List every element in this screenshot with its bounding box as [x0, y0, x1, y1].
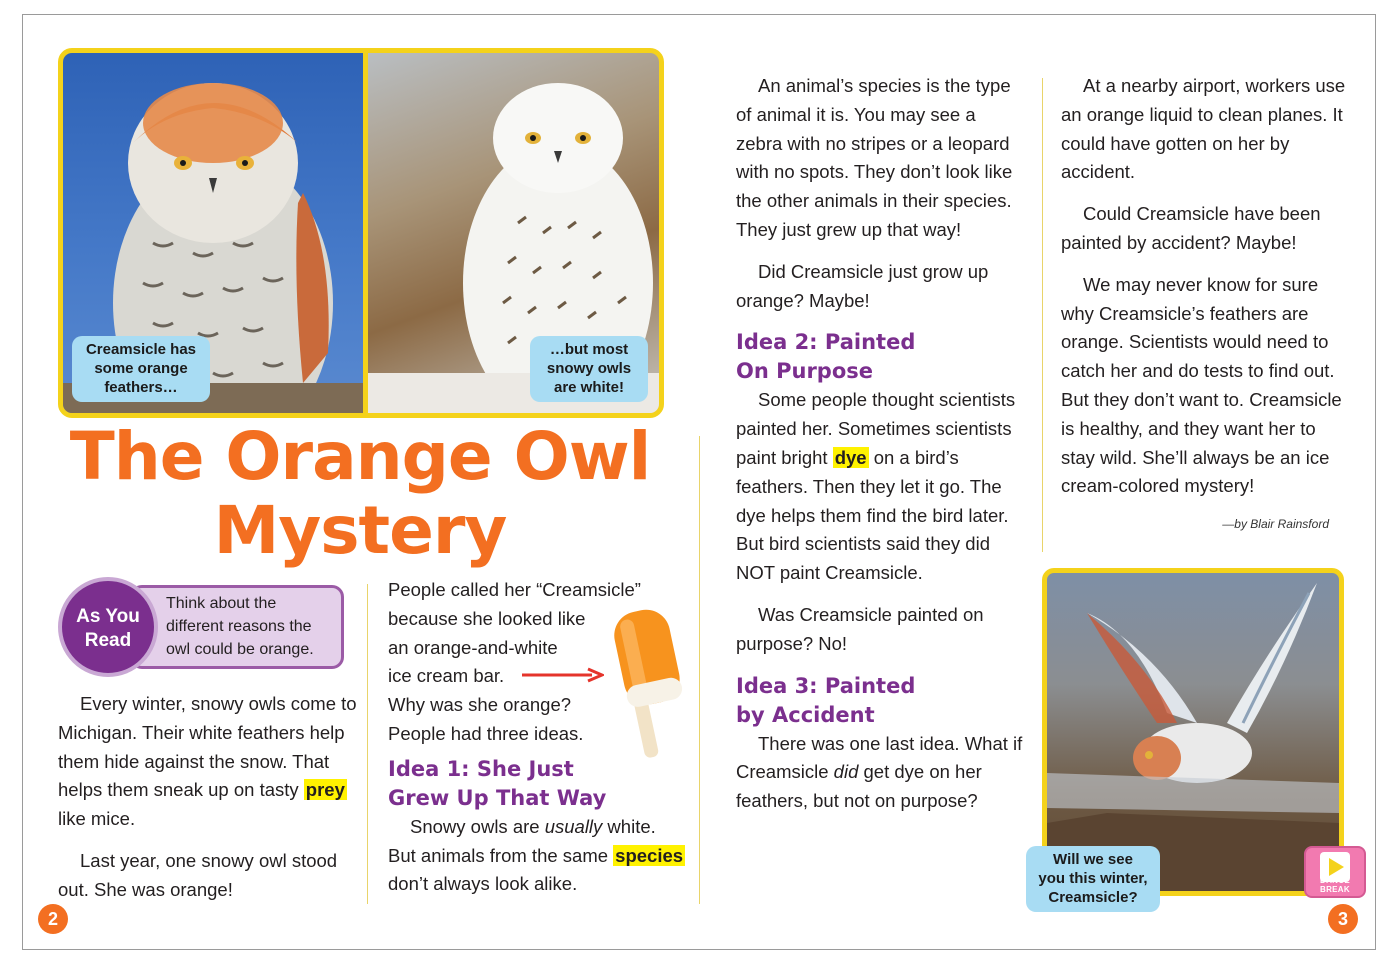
as-you-read-prompt: Think about the different reasons the owl could be orange.: [166, 595, 314, 658]
column-3: [736, 72, 1026, 829]
paragraph: At a nearby airport, workers use an orange liquid to clean planes. It could have gotten on her by accident.: [1061, 75, 1346, 183]
as-you-read-badge: As You Read: [58, 577, 158, 677]
paragraph: Last year, one snowy owl stood out. She was orange!: [58, 849, 338, 900]
column-1: [58, 690, 358, 918]
dance-break-label: DANCE BREAK: [1320, 876, 1350, 894]
author-byline: —by Blair Rainsford: [1222, 517, 1329, 532]
photo-caption-orange-owl: Creamsicle has some orange feathers…: [72, 336, 210, 402]
vocab-word-species: species: [615, 844, 684, 866]
column-4: [1061, 72, 1351, 539]
page-number-left: 2: [38, 904, 68, 934]
photo-caption-flying-owl: Will we see you this winter, Creamsicle?: [1026, 846, 1160, 912]
paragraph: An animal’s species is the type of animal it is. You may see a zebra with no stripes or a leopard with no spots. They don’t look like the other animals in their species. They just grew up that way!: [736, 75, 1013, 240]
paragraph: Some people thought scientists painted her. Sometimes scientists paint bright dye on a bird’s feathers. Then they let it go. The dye helps them find the bird later. But bird scientists said they did NOT paint Creamsicle.: [736, 389, 1016, 584]
arrow-right-icon: [522, 667, 604, 683]
article-title: [40, 420, 680, 568]
title-line-1: The Orange Owl: [69, 418, 651, 495]
paragraph: Could Creamsicle have been painted by accident? Maybe!: [1061, 203, 1321, 253]
column-divider: [699, 436, 700, 904]
paragraph: Snowy owls are usually white. But animals from the same species don’t always look alike.: [388, 815, 684, 895]
page-number-right: 3: [1328, 904, 1358, 934]
photo-caption-white-owl: …but most snowy owls are white!: [530, 336, 648, 402]
subhead-idea-1: Idea 1: She Just Grew Up That Way: [388, 756, 607, 810]
vocab-word-dye: dye: [834, 446, 867, 468]
column-divider: [367, 584, 368, 904]
paragraph: Did Creamsicle just grow up orange? Maybe!: [736, 260, 989, 311]
paragraph: People called her “Creamsicle” because she looked like an orange-and-white ice cream bar. Why was she orange? People had three ideas.: [388, 579, 641, 744]
vocab-word-prey: prey: [305, 779, 345, 801]
paragraph: We may never know for sure why Creamsicle’s feathers are orange. Scientists would need to catch her and do tests to find out. But they don’t want to. Creamsicle is healthy, and they want her to stay wild. She’ll always be an ice cream-colored mystery!: [1061, 273, 1342, 497]
paragraph: Was Creamsicle painted on purpose? No!: [736, 603, 984, 654]
title-line-2: Mystery: [213, 492, 507, 569]
subhead-idea-2: Idea 2: Painted On Purpose: [736, 330, 916, 384]
paragraph: Every winter, snowy owls come to Michigan. Their white feathers help them hide against the snow. That helps them sneak up on tasty prey like mice.: [58, 693, 357, 830]
dance-break-button[interactable]: [1304, 846, 1366, 898]
paragraph: There was one last idea. What if Creamsicle did get dye on her feathers, but not on purpose?: [736, 732, 1023, 812]
subhead-idea-3: Idea 3: Painted by Accident: [736, 673, 916, 727]
popsicle-image: [606, 602, 690, 762]
column-divider: [1042, 78, 1043, 552]
